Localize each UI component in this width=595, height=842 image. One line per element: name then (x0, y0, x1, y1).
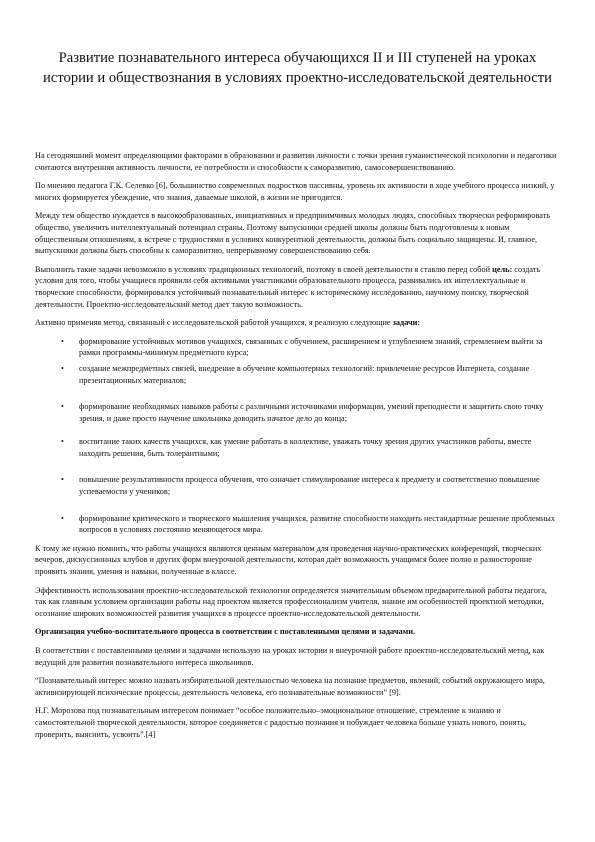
goal-label: цель: (492, 264, 513, 274)
tasks-intro-text: Активно применяя метод, связанный с исследовательской работой учащихся, я реализую следующие (35, 318, 393, 328)
task-text: воспитание таких качеств учащихся, как умение работать в коллективе, уважать точку зрения других участников работы, вместе находить решения, быть толерантными; (79, 437, 532, 458)
paragraph-quote-definition: “Познавательный интерес можно назвать избирательной деятельностью человека на познание предметов, явлений, событий окружающего мира, активизирующей психические процессы, деятельность человека, его познавательные возможности” [9]. (35, 676, 545, 697)
bullet-icon: • (61, 475, 64, 485)
bullet-icon: • (61, 363, 64, 373)
goal-text-start: Выполнить такие задачи невозможно в условиях традиционных технологий, поэтому в своей деятельности я ставлю перед собой (35, 264, 493, 274)
paragraph-selevko: По мнению педагога Г.К. Селевко [6], большинство современных подростков пассивны, уровень их активности в ходе учебного процесса низкий, у многих формируется убеждение, что знания, даваемые школой, в жизни не пригодятся. (35, 181, 555, 202)
tasks-list (35, 336, 557, 536)
bullet-icon: • (61, 336, 64, 346)
bullet-icon: • (61, 513, 64, 523)
task-text: создание межпредметных связей, внедрение в обучение компьютерных технологий: привлечение ресурсов Интернета, создание презентационных материалов; (79, 363, 530, 385)
paragraph-goal (35, 264, 557, 310)
paragraph-effectiveness: Эффективность использования проектно-исследовательской технологии определяется значительным объемом предварительной работы педагога, так как главным условием организации работы над проектом является профессионализм учителя, знание им особенностей проектной методики, осознание широких возможностей развития учащихся в процессе проектно-исследовательской деятельности. (35, 585, 547, 618)
task-text: формирование критического и творческого мышления учащихся, развитие способности находить нестандартные решение проблемных вопросов в условиях постоянно меняющегося мира. (79, 513, 555, 535)
list-item (35, 401, 557, 424)
list-item (35, 436, 557, 459)
task-text: формирование устойчивых мотивов учащихся, связанных с обучением, расширением и углублением знаний, стремлением выйти за рамки программы-минимум предметного курса; (79, 336, 543, 358)
paragraph-method: В соответствии с поставленными целями и задачами использую на уроках истории и внеурочной работе проектно-исследовательский метод, как ведущий для развития познавательного интереса школьников. (35, 646, 545, 667)
task-text: формирование необходимых навыков работы с различными источниками информации, умений преподнести и защитить свою точку зрения, и даже просто научение школьника доводить начатое дело до конца; (79, 402, 544, 423)
section-heading (35, 626, 557, 638)
task-text: повышение результативности процесса обучения, что означает стимулирование интереса к предмету и соответственно повышение успеваемости у учеников; (79, 475, 540, 497)
list-item (35, 474, 557, 497)
document-body (35, 150, 557, 747)
tasks-label: задачи: (392, 318, 421, 328)
paragraph-society-needs: Между тем общество нуждается в высокообразованных, инициативных и предприимчивых молодых людях, способных творчески реформировать общество, увеличить интеллектуальный потенциал страны. Поэтому выпускники средней школы должны быть подготовлены к новым общественным отношениям, к встрече с трудностями в условиях конкурентной деятельности, должны быть социально защищены. И, главное, выпускники должны быть способны к саморазвитию, непрерывному совершенствованию себя. (35, 211, 551, 256)
bullet-icon: • (61, 402, 64, 412)
list-item (35, 513, 557, 536)
paragraph-tasks-intro (35, 317, 557, 329)
bullet-icon: • (61, 437, 64, 447)
list-item (35, 363, 557, 386)
paragraph-intro: На сегодняшний момент определяющими факторами в образовании и развитии личности с точки зрения гуманистической психологии и педагогики считаются внутренняя активность личности, ее потребности и способности к саморазвитию, самосовершенствованию. (35, 151, 557, 172)
paragraph-extracurricular: К тому же нужно помнить, что работы учащихся являются ценным материалом для проведения научно-практических конференций, творческих вечеров, дискуссионных клубов и других форм внеурочной деятельности, которая даёт возможность учащимся более полно и разносторонне проявить знания, умения и навыки, полученные в классе. (35, 543, 542, 577)
list-item (35, 336, 557, 359)
document-title: Развитие познавательного интереса обучающихся II и III ступеней на уроках истории и обществознания в условиях проектно-исследовательской деятельности (43, 50, 552, 86)
goal-text-end: создать условия для того, чтобы учащиеся проявили себя активными участниками образовательного процесса, развивались их интеллектуальные и творческие способности, формировался устойчивый познавательный интерес к историческому исследованию, научному поиску, творческой деятельности. Проектно-исследовательский метод дает такую возможность. (35, 264, 541, 309)
section-heading-text: Организация учебно-воспитательного процесса в соответствии с поставленными целями и задачами. (35, 627, 416, 637)
paragraph-morozova: Н.Г. Морозова под познавательным интересом понимает “особое положительно–эмоциональное отношение, стремление к знанию и самостоятельной творческой деятельности, которое соединяется с радостью познания и побуждает человека больше узнать нового, понять, проверить, выяснить, усвоить”.[4] (35, 706, 527, 739)
